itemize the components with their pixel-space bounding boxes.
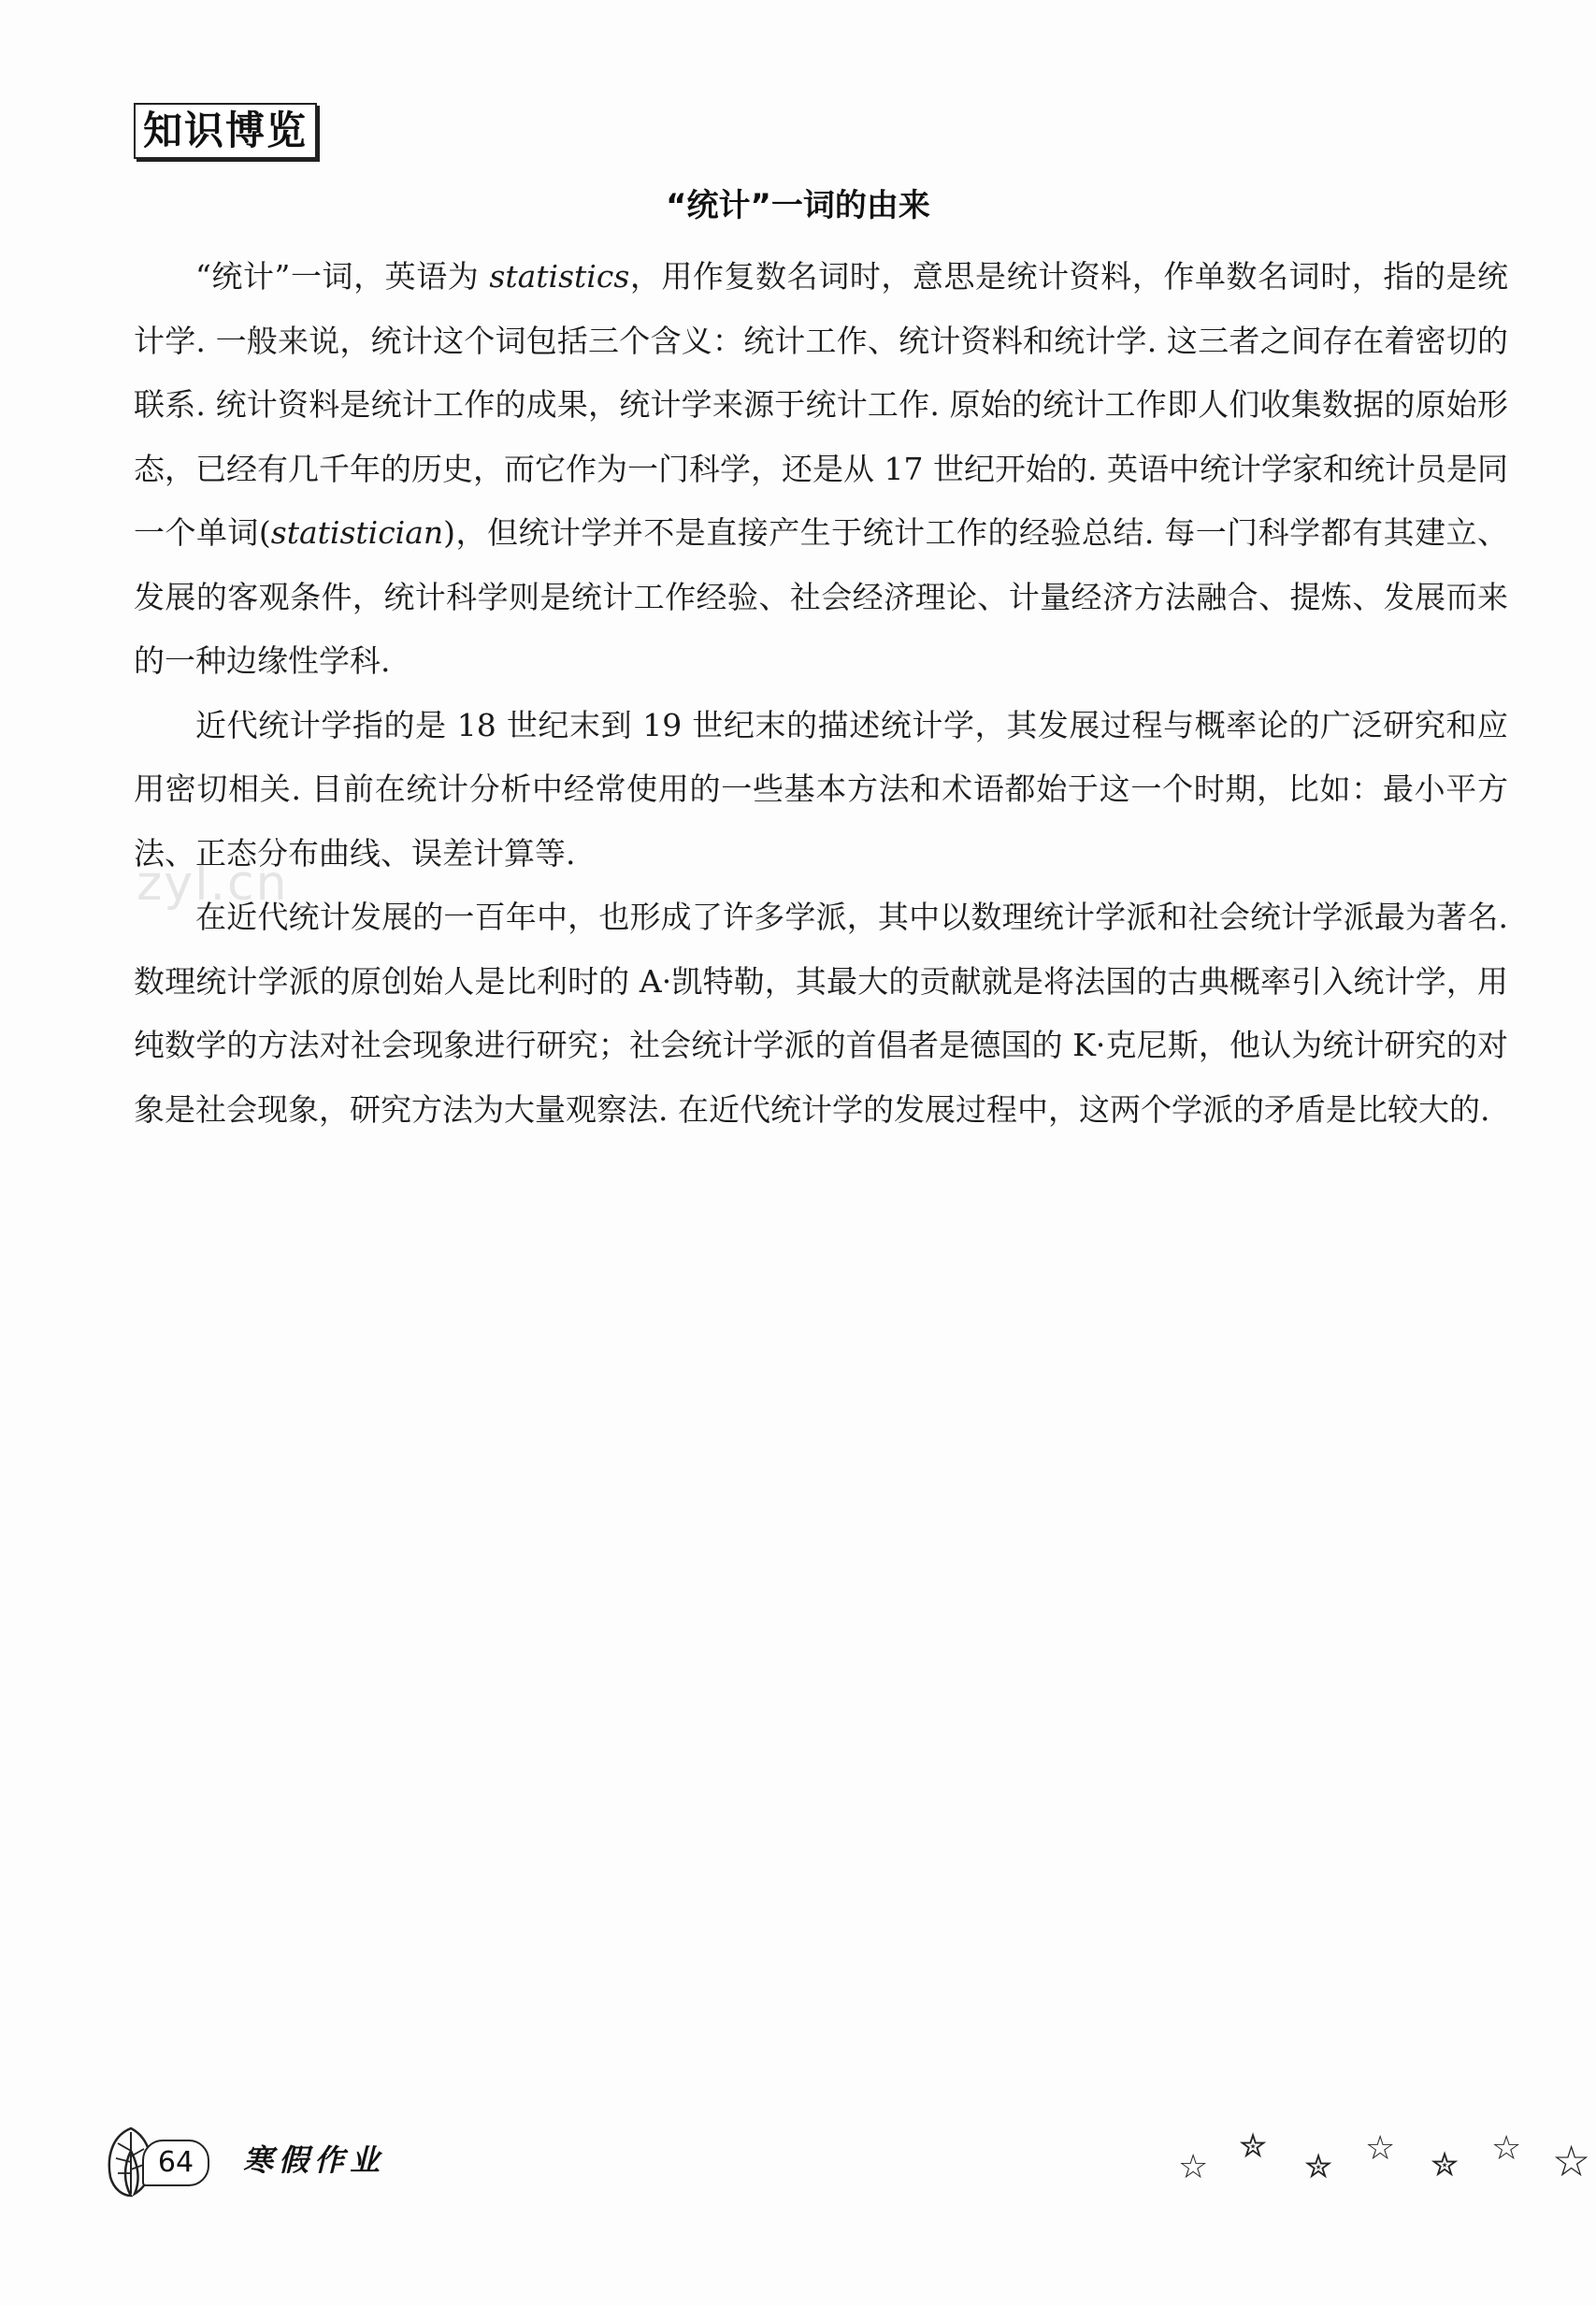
paragraph-1-text-a: “统计”一词，英语为: [195, 258, 490, 295]
page-number: 64: [142, 2140, 209, 2186]
watermark: zyl.cn: [137, 856, 289, 912]
star-icon: ☆: [1491, 2129, 1522, 2168]
article-title: “统计”一词的由来: [666, 187, 930, 224]
star-icon: ☆: [1178, 2148, 1209, 2186]
article-body: [134, 245, 1508, 1142]
star-icon: ☆: [1552, 2136, 1591, 2186]
section-label: 知识博览: [134, 103, 317, 159]
paragraph-1-text-c: )，但统计学并不是直接产生于统计工作的经验总结. 每一门科学都有其建立、发展的客观条件，统计科学则是统计工作经验、社会经济理论、计量经济方法融合、提炼、发展而来的一种边缘性学科.: [134, 514, 1509, 679]
star-icon: ✮: [1431, 2146, 1459, 2184]
book-title: 寒假作业: [243, 2142, 386, 2178]
paragraph-1-text-b: ，用作复数名词时，意思是统计资料，作单数名词时，指的是统计学. 一般来说，统计这个词包括三个含义：统计工作、统计资料和统计学. 这三者之间存在着密切的联系. 统计资料是统计工作的成果，统计学来源于统计工作. 原始的统计工作即人们收集数据的原始形态，已经有几千年的历史，而它作为一门科学，还是从 17 世纪开始的. 英语中统计学家和统计员是同一个单词(: [134, 258, 1509, 551]
star-icon: ☆: [1365, 2129, 1396, 2168]
star-rating-decoration: [1066, 2123, 1596, 2198]
term-statistician: statistician: [270, 514, 444, 551]
star-icon: ✮: [1239, 2127, 1268, 2166]
paragraph-1: [134, 245, 1508, 694]
paragraph-3: 在近代统计发展的一百年中，也形成了许多学派，其中以数理统计学派和社会统计学派最为著名. 数理统计学派的原创始人是比利时的 A·凯特勒，其最大的贡献就是将法国的古典概率引入统计学，用纯数学的方法对社会现象进行研究；社会统计学派的首倡者是德国的 K·克尼斯，他认为统计研究的对象是社会现象，研究方法为大量观察法. 在近代统计学的发展过程中，这两个学派的矛盾是比较大的.: [134, 899, 1508, 1128]
paragraph-2: 近代统计学指的是 18 世纪末到 19 世纪末的描述统计学，其发展过程与概率论的广泛研究和应用密切相关. 目前在统计分析中经常使用的一些基本方法和术语都始于这一个时期，比如：最小平方法、正态分布曲线、误差计算等.: [134, 706, 1508, 872]
term-statistics: statistics: [489, 258, 630, 295]
page-footer: [103, 2123, 1591, 2198]
star-icon: ✮: [1304, 2148, 1333, 2186]
